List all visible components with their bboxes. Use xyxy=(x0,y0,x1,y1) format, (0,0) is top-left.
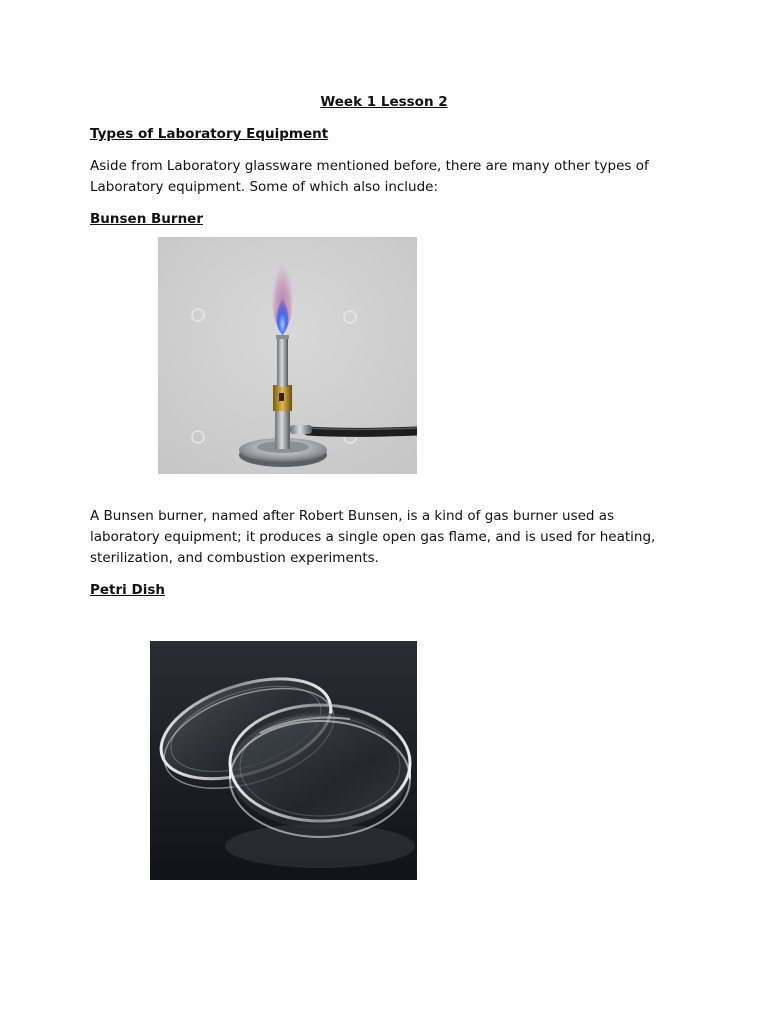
petri-dish-image xyxy=(150,641,417,880)
petri-dish-heading: Petri Dish xyxy=(90,582,165,598)
bunsen-burner-image xyxy=(158,237,417,474)
petri-dish-illustration xyxy=(150,641,417,880)
page-title: Week 1 Lesson 2 xyxy=(320,94,448,110)
section-heading: Types of Laboratory Equipment xyxy=(90,126,329,142)
bunsen-burner-illustration xyxy=(158,237,417,474)
bunsen-burner-heading: Bunsen Burner xyxy=(90,211,203,227)
bunsen-burner-description: A Bunsen burner, named after Robert Bunsen, is a kind of gas burner used as laboratory equipment; it produces a single open gas flame, and is used for heating, sterilization, and combustion experiments. xyxy=(90,508,656,566)
intro-paragraph: Aside from Laboratory glassware mentioned before, there are many other types of Laboratory equipment. Some of which also include: xyxy=(90,158,649,195)
